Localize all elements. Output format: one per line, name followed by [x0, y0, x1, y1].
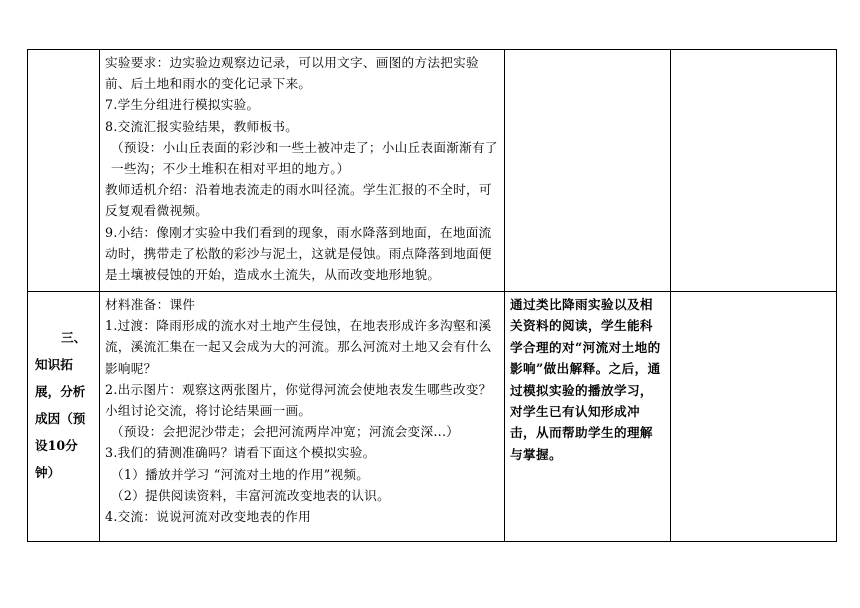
process-text: 材料准备：课件	[105, 297, 196, 312]
process-cell	[100, 292, 505, 542]
process-text: 3.我们的猜测准确吗？请看下面这个模拟实验。	[105, 445, 376, 461]
process-text: 7.学生分组进行模拟实验。	[105, 97, 260, 113]
process-text: 9.小结：像刚才实验中我们看到的现象，雨水降落到地面，在地面流动时，携带走了松散的彩沙与泥土，这就是侵蚀。雨点降落到地面便是土壤被侵蚀的开始，造成水土流失，从而改变地形地貌。	[105, 224, 492, 283]
process-text: （1）播放并学习 “河流对土地的作用”视频。	[111, 466, 370, 482]
lesson-plan-table	[27, 49, 837, 542]
stage-title: 知识拓展，分析成因（预设10分钟）	[35, 357, 86, 480]
table-row	[28, 50, 837, 292]
process-cell	[100, 50, 505, 292]
process-text: （预设：会把泥沙带走；会把河流两岸冲宽；河流会变深...）	[111, 424, 460, 440]
notes-cell	[671, 292, 837, 542]
process-text: 2.出示图片：观察这两张图片，你觉得河流会使地表发生哪些改变？	[105, 381, 492, 397]
intent-cell	[505, 50, 671, 292]
process-text: （2）提供阅读资料，丰富河流改变地表的认识。	[111, 487, 391, 503]
stage-cell	[28, 292, 100, 542]
process-text: 1.过渡：降雨形成的流水对土地产生侵蚀，在地表形成许多沟壑和溪流，溪流汇集在一起又会成为大的河流。那么河流对土地又会有什么影响呢？	[105, 318, 492, 376]
stage-cell	[28, 50, 100, 292]
table-row	[28, 292, 837, 542]
process-text: 8.交流汇报实验结果，教师板书。	[105, 118, 299, 134]
design-intent-text: 通过类比降雨实验以及相关资料的阅读，学生能科学合理的对“河流对土地的影响”做出解释。之后，通过模拟实验的播放学习，对学生已有认知形成冲击，从而帮助学生的理解与掌握。	[510, 297, 661, 462]
process-text: 4.交流：说说河流对改变地表的作用	[105, 509, 312, 525]
stage-number: 三、	[61, 330, 87, 345]
process-text: 小组讨论交流，将讨论结果画一画。	[105, 403, 312, 419]
process-text: 实验要求：边实验边观察边记录，可以用文字、画图的方法把实验前、后土地和雨水的变化记录下来。	[105, 55, 479, 92]
intent-cell	[505, 292, 671, 542]
notes-cell	[671, 50, 837, 292]
process-text: 教师适机介绍：沿着地表流走的雨水叫径流。学生汇报的不全时，可反复观看微视频。	[105, 182, 492, 219]
process-text: （预设：小山丘表面的彩沙和一些土被冲走了；小山丘表面渐渐有了一些沟；不少土堆积在相对平坦的地方。）	[111, 139, 498, 177]
